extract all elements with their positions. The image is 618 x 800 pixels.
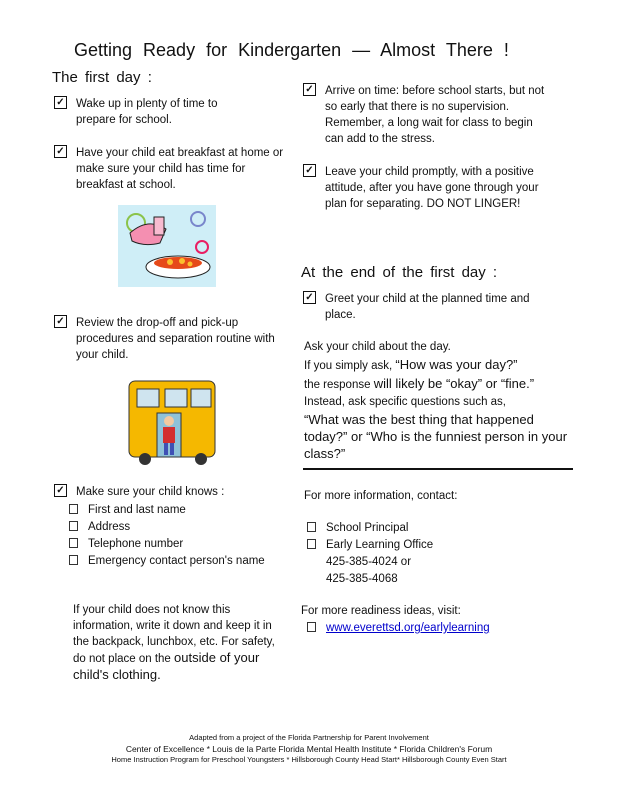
checkbox-icon: [54, 484, 67, 497]
checkbox-icon: [303, 83, 316, 96]
footer-line-2: Center of Excellence * Louis de la Parte Florida Mental Health Institute * Florida Children's Forum: [125, 744, 493, 754]
phone-2: 425-385-4068: [326, 573, 398, 585]
phone-1: 425-385-4024 or: [326, 556, 412, 568]
contact-principal: School Principal: [307, 520, 408, 537]
checkbox-icon: [54, 315, 67, 328]
readiness-heading: For more readiness ideas, visit:: [301, 605, 461, 617]
page-title: Getting Ready for Kindergarten — Almost There !: [74, 40, 509, 60]
bullet-icon: [69, 555, 78, 565]
checkbox-icon: [303, 164, 316, 177]
bullet-icon: [69, 504, 78, 514]
knows-item-emergency: Emergency contact person's name: [69, 553, 279, 570]
bullet-icon: [69, 538, 78, 548]
readiness-link-row: [307, 620, 490, 637]
bullet-icon: [307, 622, 316, 632]
safety-note: If your child does not know this information, write it down and keep it in the backpack, lunchbox, etc. For safety, do not place on the outside of your child's clothing.: [73, 604, 275, 682]
checkbox-icon: [54, 96, 67, 109]
early-learning-link[interactable]: www.everettsd.org/earlylearning: [326, 622, 490, 634]
first-day-item-breakfast: ✓ Have your child eat breakfast at home or make sure your child has time for breakfast at school.: [54, 145, 284, 193]
ask-paragraph: Ask your child about the day. If you simply ask, “How was your day?” the response will likely be “okay” or “fine.” Instead, ask specific questions such as, “What was the best thing that happened today?” or “Who is the funniest person in your class?”: [304, 341, 568, 461]
knows-item-phone: Telephone number: [69, 536, 183, 553]
bullet-icon: [307, 539, 316, 549]
breakfast-image: [118, 205, 216, 287]
knows-item-name: First and last name: [69, 502, 186, 519]
knows-intro: ✓ Make sure your child knows :: [54, 484, 284, 500]
end-day-heading: At the end of the first day :: [301, 264, 498, 281]
info-heading: For more information, contact:: [304, 490, 458, 502]
first-day-item-wake: ✓ Wake up in plenty of time to prepare for school.: [54, 96, 232, 128]
checkbox-icon: [54, 145, 67, 158]
footer-line-1: Adapted from a project of the Florida Partnership for Parent Involvement: [189, 733, 429, 742]
checkbox-icon: [303, 291, 316, 304]
school-bus-image: [127, 377, 217, 467]
footer-line-3: Home Instruction Program for Preschool Youngsters * Hillsborough County Head Start* Hillsborough County Even Start: [111, 755, 507, 764]
bullet-icon: [307, 522, 316, 532]
right-item-leave: ✓ Leave your child promptly, with a positive attitude, after you have gone through your plan for separating. DO NOT LINGER!: [303, 164, 550, 212]
first-day-heading: The first day :: [52, 69, 152, 86]
end-day-item-greet: ✓ Greet your child at the planned time and place.: [303, 291, 533, 323]
contact-early-learning: Early Learning Office: [307, 537, 433, 554]
right-item-arrive: ✓ Arrive on time: before school starts, but not so early that there is no supervision. Remember, a long wait for class to begin can add to the stress.: [303, 83, 550, 147]
first-day-item-review: ✓ Review the drop-off and pick-up procedures and separation routine with your child.: [54, 315, 284, 363]
bullet-icon: [69, 521, 78, 531]
divider: [303, 468, 573, 470]
knows-item-address: Address: [69, 519, 130, 536]
